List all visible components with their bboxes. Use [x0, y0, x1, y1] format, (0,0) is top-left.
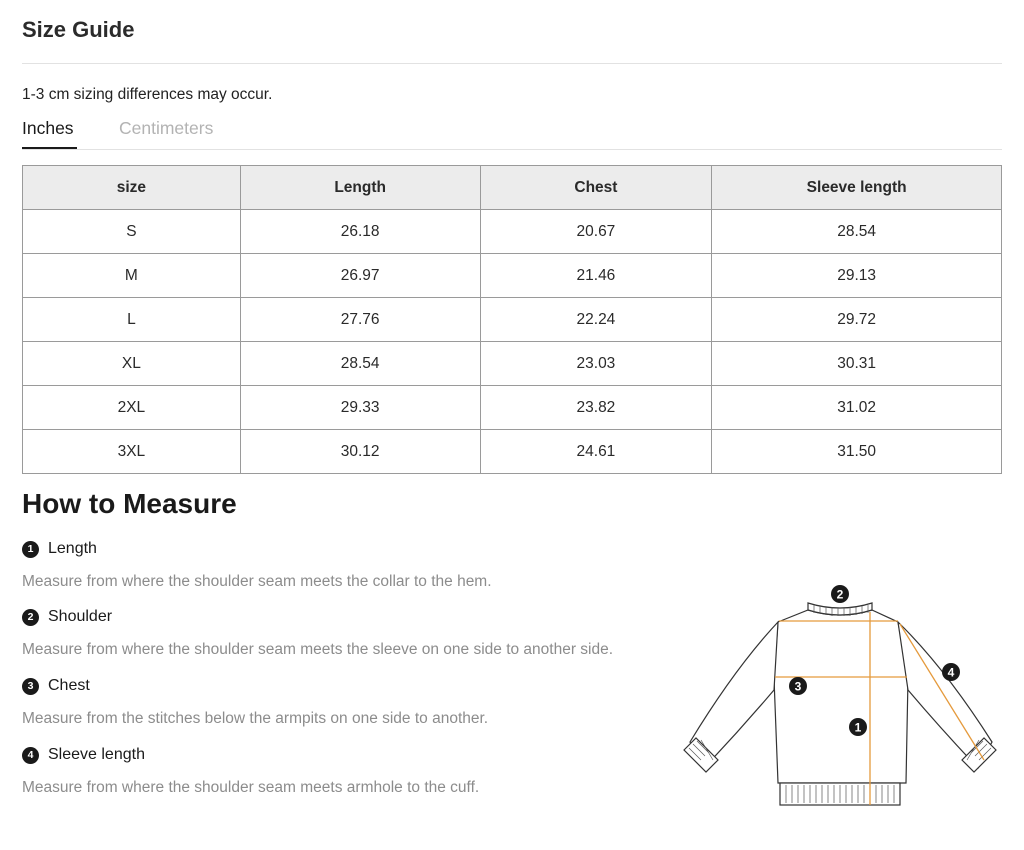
table-row [23, 254, 1002, 298]
measure-step-chest [22, 676, 489, 727]
table-header-row [23, 166, 1002, 210]
step-label: Shoulder [48, 608, 113, 625]
table-row [23, 210, 1002, 254]
table-cell: 2XL [23, 386, 241, 430]
table-cell: S [23, 210, 241, 254]
measure-step-sleeve-length [22, 745, 480, 796]
table-row [23, 430, 1002, 474]
step-label: Chest [48, 677, 90, 694]
table-cell: 21.46 [480, 254, 712, 298]
step-number-badge: 2 [22, 609, 39, 626]
step-label: Sleeve length [48, 746, 145, 763]
table-cell: 28.54 [712, 210, 1002, 254]
table-cell: 29.33 [240, 386, 480, 430]
svg-text:1: 1 [854, 720, 862, 735]
table-cell: L [23, 298, 241, 342]
table-cell: 29.72 [712, 298, 1002, 342]
size-table [22, 165, 1002, 474]
table-cell: 31.50 [712, 430, 1002, 474]
step-description: Measure from where the shoulder seam meets the collar to the hem. [22, 573, 492, 590]
step-description: Measure from the stitches below the armpits on one side to another. [22, 710, 489, 727]
step-description: Measure from where the shoulder seam meets armhole to the cuff. [22, 779, 480, 796]
table-cell: 31.02 [712, 386, 1002, 430]
marker-1-icon [849, 718, 867, 736]
marker-3-icon [789, 677, 807, 695]
measure-step-shoulder [22, 607, 614, 658]
tab-inches[interactable]: Inches [22, 118, 74, 138]
svg-text:3: 3 [794, 679, 802, 694]
step-number-badge: 4 [22, 747, 39, 764]
step-number-badge: 3 [22, 678, 39, 695]
active-tab-indicator [22, 147, 77, 149]
table-cell: 3XL [23, 430, 241, 474]
how-to-measure-title: How to Measure [22, 488, 237, 519]
marker-2-icon [831, 585, 849, 603]
page-title: Size Guide [22, 17, 135, 42]
sizing-note: 1-3 cm sizing differences may occur. [22, 86, 273, 103]
table-cell: 23.03 [480, 342, 712, 386]
table-cell: 30.31 [712, 342, 1002, 386]
step-number-badge: 1 [22, 541, 39, 558]
unit-tabs [22, 118, 1002, 150]
svg-text:4: 4 [947, 665, 955, 680]
column-header-chest: Chest [480, 166, 712, 210]
table-row [23, 298, 1002, 342]
column-header-sleeve-length: Sleeve length [712, 166, 1002, 210]
table-cell: 24.61 [480, 430, 712, 474]
table-cell: 27.76 [240, 298, 480, 342]
step-description: Measure from where the shoulder seam meets the sleeve on one side to another side. [22, 641, 614, 658]
title-divider [22, 63, 1002, 64]
measure-step-length [22, 539, 492, 590]
table-cell: 20.67 [480, 210, 712, 254]
column-header-length: Length [240, 166, 480, 210]
table-row [23, 386, 1002, 430]
table-cell: XL [23, 342, 241, 386]
column-header-size: size [23, 166, 241, 210]
table-cell: M [23, 254, 241, 298]
sweater-measure-diagram [675, 580, 1005, 815]
table-cell: 29.13 [712, 254, 1002, 298]
table-cell: 26.18 [240, 210, 480, 254]
table-cell: 30.12 [240, 430, 480, 474]
table-cell: 22.24 [480, 298, 712, 342]
tab-centimeters[interactable]: Centimeters [119, 118, 214, 138]
table-row [23, 342, 1002, 386]
svg-text:2: 2 [836, 587, 844, 602]
table-cell: 28.54 [240, 342, 480, 386]
step-label: Length [48, 540, 97, 557]
table-cell: 23.82 [480, 386, 712, 430]
table-cell: 26.97 [240, 254, 480, 298]
marker-4-icon [942, 663, 960, 681]
